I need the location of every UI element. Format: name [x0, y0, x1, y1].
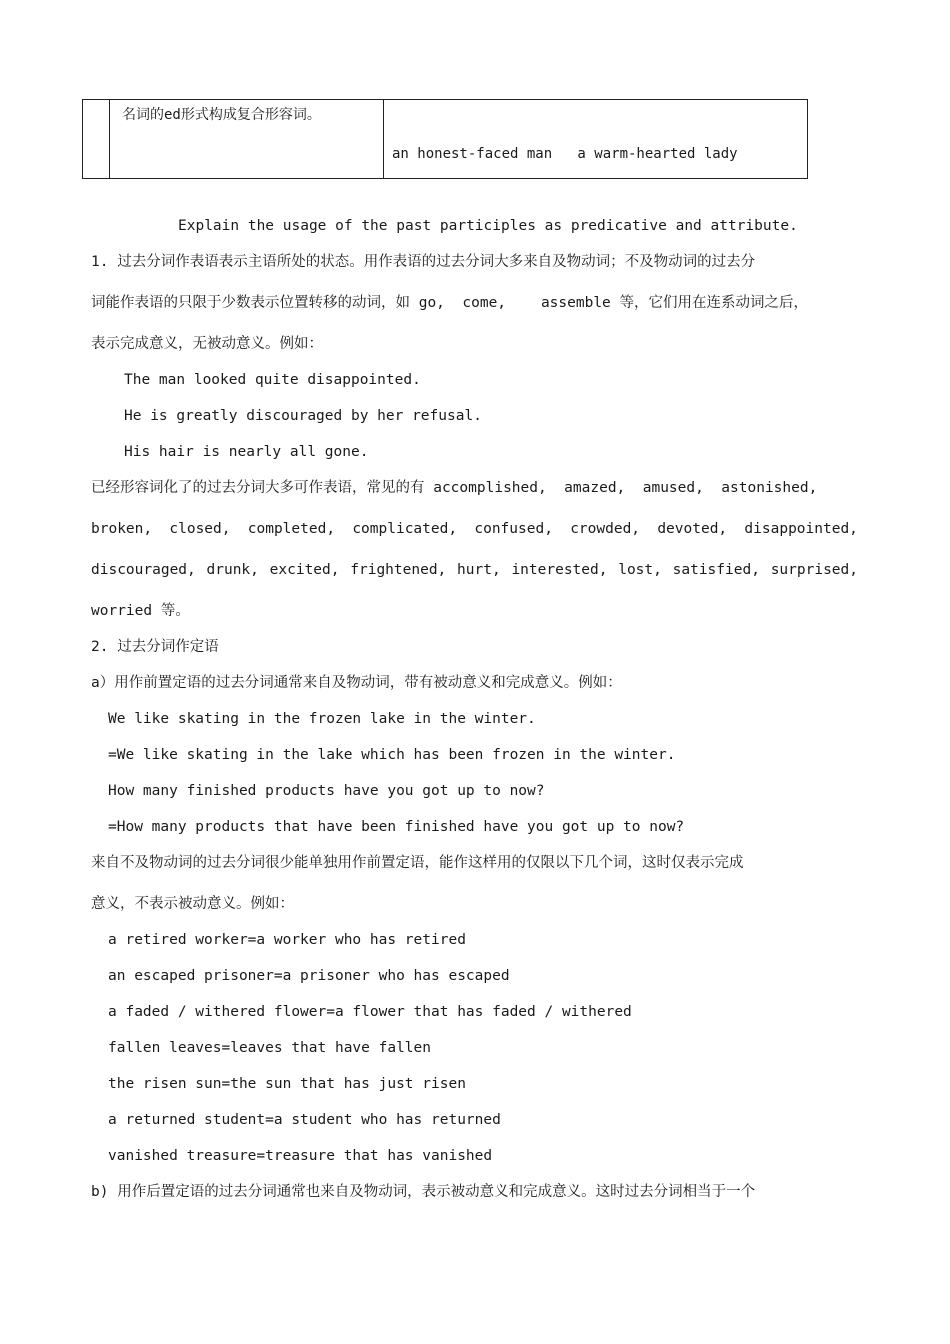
- word: discouraged,: [91, 562, 196, 578]
- example-sentence: The man looked quite disappointed.: [124, 372, 421, 388]
- paragraph-line: worried 等。: [91, 603, 190, 619]
- paragraph-line: a）用作前置定语的过去分词通常来自及物动词，带有被动意义和完成意义。例如：: [91, 675, 622, 691]
- example-sentence: He is greatly discouraged by her refusal.: [124, 408, 482, 424]
- word-list-row: [91, 519, 858, 539]
- word: crowded,: [570, 521, 641, 537]
- table-example-cell: [384, 100, 807, 178]
- example-sentence: an escaped prisoner=a prisoner who has escaped: [108, 968, 510, 984]
- paragraph-line: 意义，不表示被动意义。例如：: [91, 896, 294, 912]
- word: excited,: [269, 562, 340, 578]
- word: lost,: [618, 562, 662, 578]
- example-sentence: How many finished products have you got up to now?: [108, 783, 545, 799]
- word-list-row: [91, 560, 858, 580]
- word: satisfied,: [672, 562, 760, 578]
- word: complicated,: [352, 521, 458, 537]
- example-sentence: His hair is nearly all gone.: [124, 444, 369, 460]
- word: completed,: [247, 521, 336, 537]
- word: interested,: [511, 562, 608, 578]
- section-title: 2. 过去分词作定语: [91, 639, 219, 655]
- word: confused,: [474, 521, 553, 537]
- example-sentence: =We like skating in the lake which has been frozen in the winter.: [108, 747, 676, 763]
- word: broken,: [91, 521, 153, 537]
- example-text: an honest-faced man a warm-hearted lady: [392, 146, 738, 162]
- word: surprised,: [770, 562, 858, 578]
- section-heading: Explain the usage of the past participles as predicative and attribute.: [178, 218, 798, 234]
- example-sentence: a returned student=a student who has returned: [108, 1112, 501, 1128]
- table-description-cell: [110, 100, 384, 178]
- table-index-cell: [83, 100, 110, 178]
- example-sentence: fallen leaves=leaves that have fallen: [108, 1040, 432, 1056]
- word: disappointed,: [744, 521, 858, 537]
- example-sentence: We like skating in the frozen lake in the winter.: [108, 711, 536, 727]
- example-sentence: a retired worker=a worker who has retired: [108, 932, 466, 948]
- word: devoted,: [657, 521, 728, 537]
- example-sentence: the risen sun=the sun that has just risen: [108, 1076, 466, 1092]
- paragraph-line: 来自不及物动词的过去分词很少能单独用作前置定语，能作这样用的仅限以下几个词，这时仅表示完成: [91, 855, 744, 871]
- word: drunk,: [206, 562, 259, 578]
- paragraph-line: 词能作表语的只限于少数表示位置转移的动词，如 go, come, assemble 等，它们用在连系动词之后，: [91, 295, 809, 311]
- example-sentence: a faded / withered flower=a flower that has faded / withered: [108, 1004, 632, 1020]
- comparison-table: [82, 99, 808, 179]
- paragraph-line: 已经形容词化了的过去分词大多可作表语，常见的有 accomplished, amazed, amused, astonished,: [91, 480, 818, 496]
- rule-text: 名词的ed形式构成复合形容词。: [122, 107, 321, 123]
- paragraph-line: 1. 过去分词作表语表示主语所处的状态。用作表语的过去分词大多来自及物动词；不及物动词的过去分: [91, 254, 756, 270]
- example-sentence: vanished treasure=treasure that has vanished: [108, 1148, 493, 1164]
- word: closed,: [169, 521, 231, 537]
- paragraph-line: b) 用作后置定语的过去分词通常也来自及物动词，表示被动意义和完成意义。这时过去分词相当于一个: [91, 1184, 756, 1200]
- example-sentence: =How many products that have been finished have you got up to now?: [108, 819, 685, 835]
- word: hurt,: [457, 562, 501, 578]
- word: frightened,: [350, 562, 447, 578]
- paragraph-line: 表示完成意义，无被动意义。例如：: [91, 336, 323, 352]
